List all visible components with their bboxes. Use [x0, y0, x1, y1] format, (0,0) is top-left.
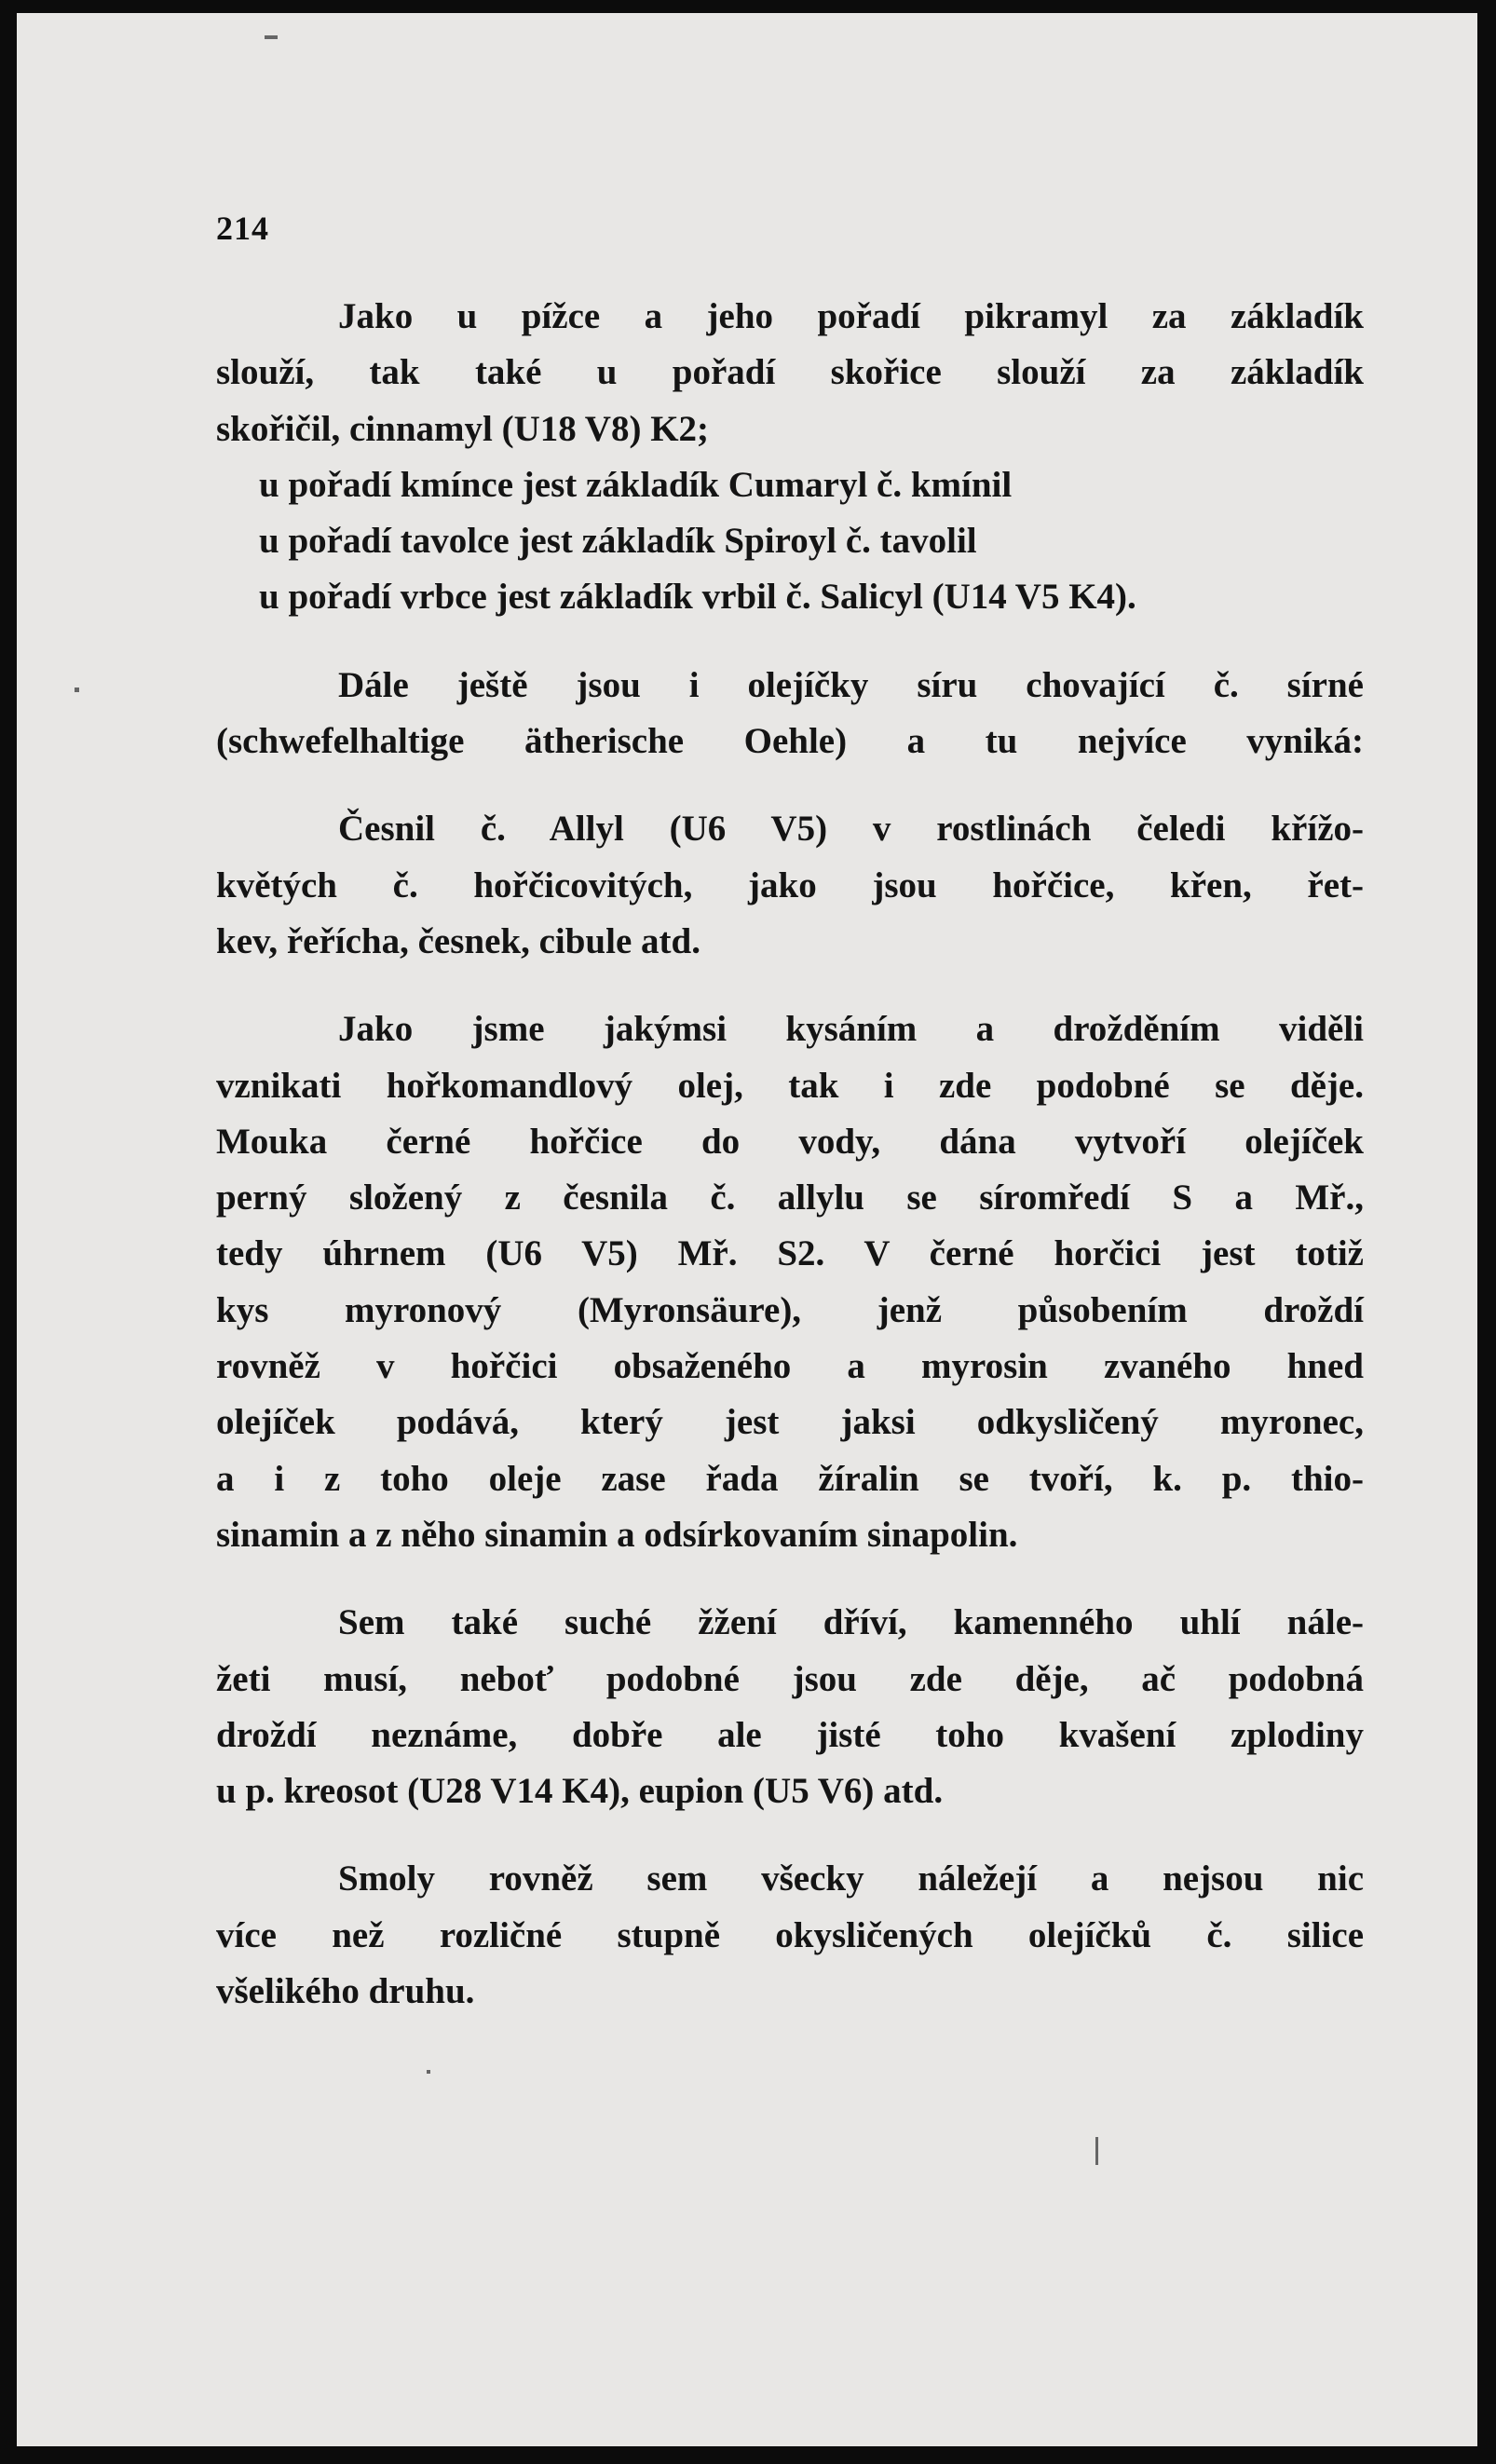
scan-speck: [1095, 2137, 1098, 2165]
text-line: skořičil, cinnamyl (U18 V8) K2;: [216, 408, 710, 449]
text-line: žeti musí, neboť podobné jsou zde děje, ač podobná: [216, 1658, 1364, 1699]
body-text: [216, 289, 1364, 2020]
text-line: Smoly rovněž sem všecky náležejí a nejsou nic: [338, 1858, 1364, 1899]
text-line: u p. kreosot (U28 V14 K4), eupion (U5 V6) atd.: [216, 1771, 944, 1812]
text-line: Česnil č. Allyl (U6 V5) v rostlinách čeledi křížo-: [338, 809, 1364, 850]
scan-speck: [265, 35, 278, 39]
text-line: (schwefelhaltige ätherische Oehle) a tu nejvíce vyniká:: [216, 721, 1364, 762]
paragraph-gap: [216, 769, 1364, 801]
text-line: u pořadí vrbce jest základík vrbil č. Salicyl (U14 V5 K4).: [259, 577, 1136, 618]
text-line: sinamin a z něho sinamin a odsírkovaním sinapolin.: [216, 1514, 1018, 1555]
text-line: kev, řeřícha, česnek, cibule atd.: [216, 920, 700, 961]
paragraph-gap: [216, 970, 1364, 1001]
text-line: Dále ještě jsou i olejíčky síru chovající č. sírné: [338, 664, 1364, 705]
paragraph-gap: [216, 1819, 1364, 1851]
text-line: Jako jsme jakýmsi kysáním a drožděním viděli: [338, 1009, 1364, 1050]
paragraph-gap: [216, 1563, 1364, 1595]
text-line: slouží, tak také u pořadí skořice slouží za základík: [216, 352, 1364, 393]
text-line: droždí neznáme, dobře ale jisté toho kvašení zplodiny: [216, 1714, 1364, 1755]
text-line: rovněž v hořčici obsaženého a myrosin zvaného hned: [216, 1346, 1364, 1387]
text-line: všelikého druhu.: [216, 1971, 475, 2012]
text-line: kys myronový (Myronsäure), jenž působením droždí: [216, 1289, 1364, 1330]
page-number: 214: [216, 210, 269, 247]
book-page: [17, 13, 1477, 2446]
text-line: více než rozličné stupně okysličených olejíčků č. silice: [216, 1914, 1364, 1955]
text-line: vznikati hořkomandlový olej, tak i zde podobné se děje.: [216, 1065, 1364, 1106]
scan-speck: [75, 687, 79, 692]
text-line: Sem také suché žžení dříví, kamenného uhlí nále-: [338, 1602, 1364, 1643]
text-line: Jako u pížce a jeho pořadí pikramyl za základík: [338, 296, 1364, 336]
scan-speck: [427, 2070, 430, 2074]
text-line: květých č. hořčicovitých, jako jsou hořčice, křen, řet-: [216, 864, 1364, 905]
paragraph-gap: [216, 626, 1364, 658]
text-line: olejíček podává, který jest jaksi odkysličený myronec,: [216, 1402, 1364, 1443]
text-line: Mouka černé hořčice do vody, dána vytvoří olejíček: [216, 1121, 1364, 1162]
text-line: u pořadí kmínce jest základík Cumaryl č. kmínil: [259, 464, 1013, 505]
text-line: perný složený z česnila č. allylu se síromředí S a Mř.,: [216, 1178, 1364, 1218]
text-line: u pořadí tavolce jest základík Spiroyl č. tavolil: [259, 521, 977, 562]
text-line: a i z toho oleje zase řada žíralin se tvoří, k. p. thio-: [216, 1458, 1364, 1499]
text-line: tedy úhrnem (U6 V5) Mř. S2. V černé horčici jest totiž: [216, 1233, 1364, 1274]
